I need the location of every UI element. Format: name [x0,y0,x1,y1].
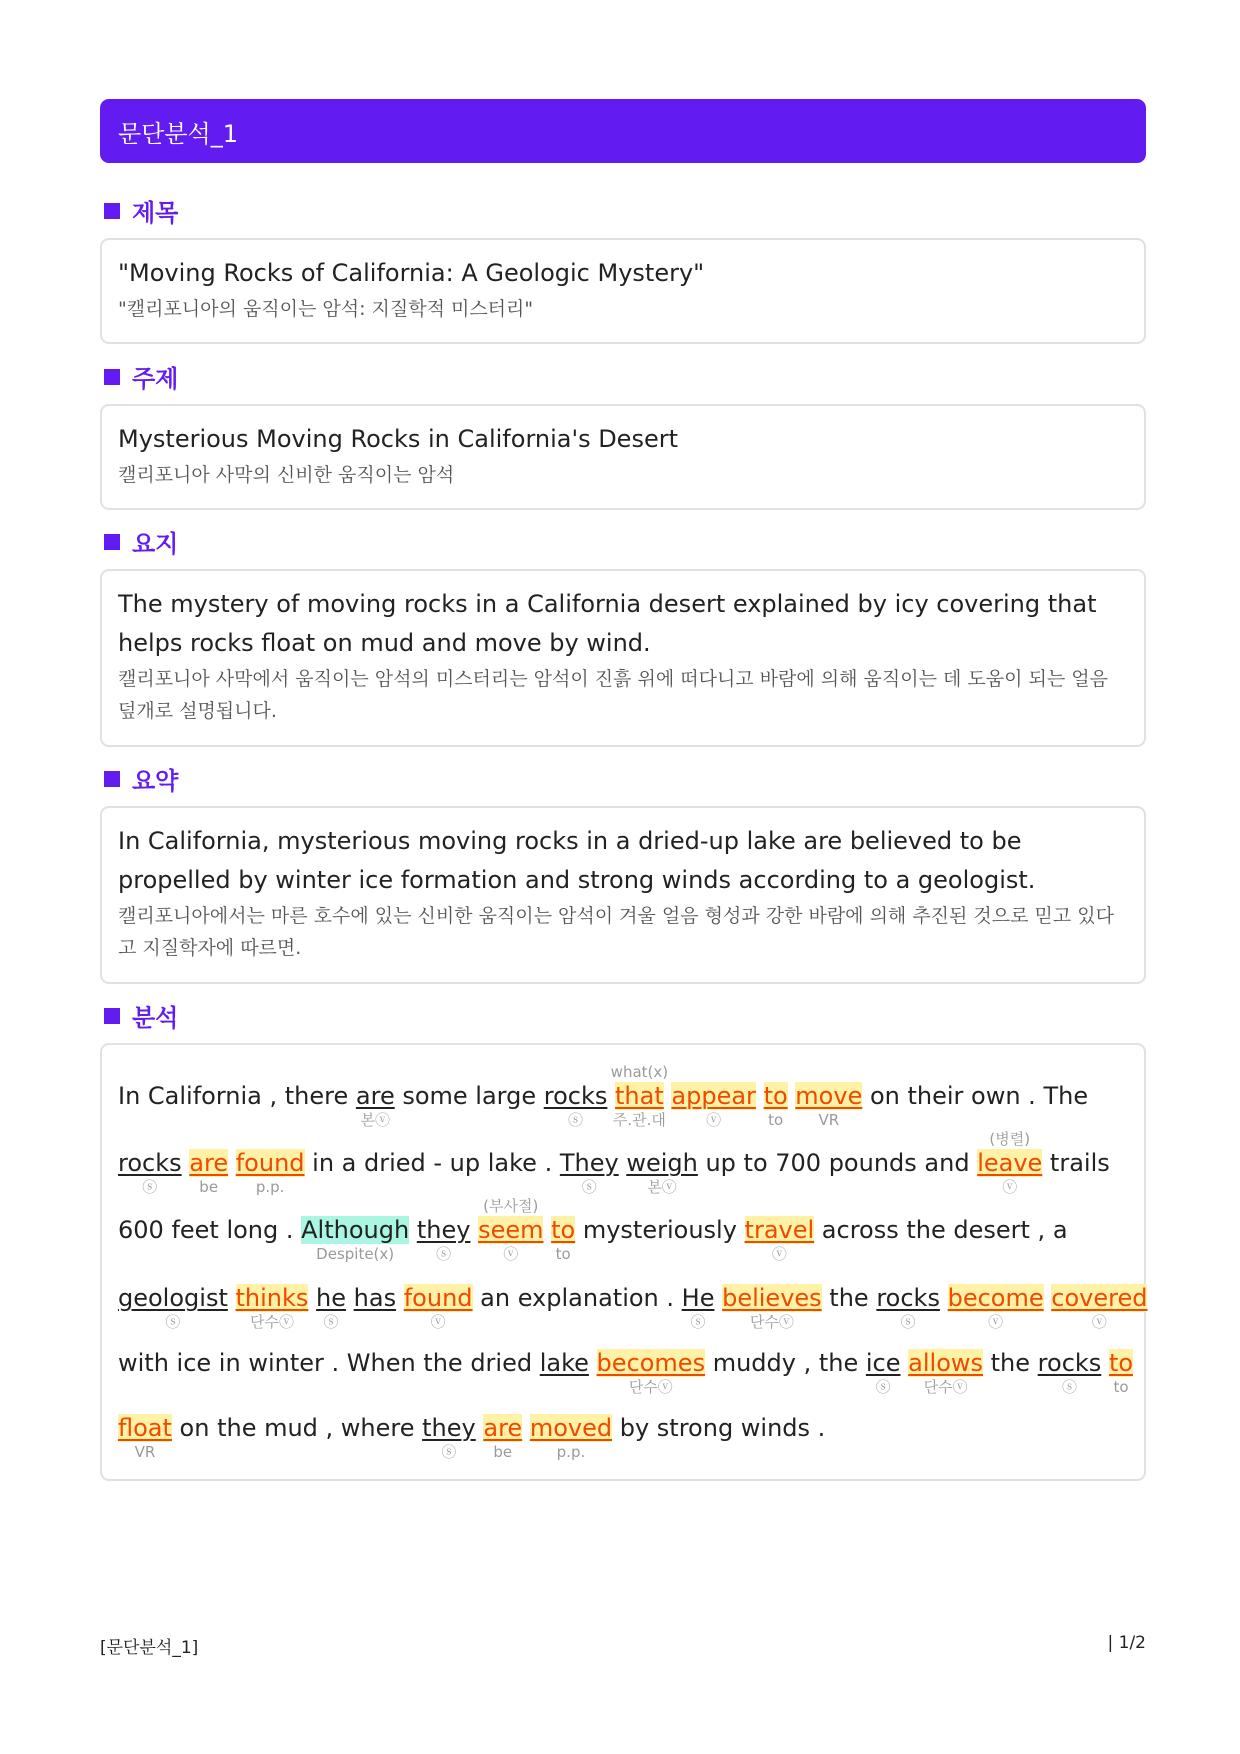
grammar-tag: ⓢ [568,1111,584,1129]
analysis-text [1101,1349,1109,1377]
grammar-tag: 단수ⓥ [628,1378,673,1396]
token-word: move [795,1082,863,1110]
grammar-tag: ⓢ [436,1245,452,1263]
grammar-tag: ⓢ [1061,1378,1077,1396]
analysis-text: on their own . The [862,1082,1089,1110]
analysis-text: muddy , the [705,1349,866,1377]
subject-token [118,1148,182,1196]
verb-token [403,1283,473,1331]
analysis-text [788,1082,796,1110]
topic-english: Mysterious Moving Rocks in California's Desert [118,425,678,453]
footer-doc-label: [문단분석_1] [100,1638,199,1658]
section-label-text: 요지 [132,530,179,558]
token-word: Although [301,1216,410,1244]
grammar-note: what(x) [610,1063,669,1081]
section-label-text: 분석 [132,1004,179,1032]
analysis-card [100,1043,1146,1481]
square-bullet-icon [104,369,120,385]
summary-korean: 캘리포니아에서는 마른 호수에 있는 신비한 움직이는 암석이 겨울 얼음 형성과 강한 바람에 의해 추진된 것으로 믿고 있다고 지질학자에 따르면. [118,905,1114,959]
analysis-text: across the desert , a [814,1216,1068,1244]
analysis-text: in a dried - up lake . [304,1149,560,1177]
summary-english: In California, mysterious moving rocks in a dried-up lake are believed to be propelled by winter ice formation and strong winds according to a geologist. [118,827,1036,894]
token-word: float [118,1414,172,1442]
subject-token [681,1283,715,1331]
analysis-text [409,1216,417,1244]
analysis-text [476,1414,484,1442]
token-word: found [235,1149,305,1177]
grammar-tag: to [768,1111,784,1129]
footer-page-number: | 1/2 [1107,1633,1146,1653]
verb-token [478,1197,544,1263]
grammar-tag: ⓥ [771,1245,787,1263]
token-word: are [189,1149,229,1177]
section-label-text: 제목 [132,199,179,227]
verb-token [551,1215,576,1263]
analysis-text [522,1414,530,1442]
verb-token [235,1148,305,1196]
verb-token [1108,1348,1134,1396]
verb-token [189,1148,229,1196]
analysis-line [118,1130,1110,1196]
page-title: 문단분석_1 [118,119,239,148]
analysis-line [118,1413,826,1461]
grammar-tag: to [555,1245,571,1263]
token-word: are [355,1082,395,1110]
grammar-tag: ⓥ [503,1245,519,1263]
token-word: to [1108,1349,1134,1377]
square-bullet-icon [104,1008,120,1024]
token-word: found [403,1284,473,1312]
topic-card [100,404,1146,510]
analysis-text: an explanation . [472,1284,682,1312]
grammar-tag: 주.관.대 [612,1111,666,1129]
analysis-text [619,1149,627,1177]
square-bullet-icon [104,534,120,550]
analysis-line [118,1348,1134,1396]
grammar-tag: ⓥ [988,1313,1004,1331]
token-word: believes [722,1284,822,1312]
gist-english: The mystery of moving rocks in a California desert explained by icy covering that helps rocks float on mud and move by wind. [118,590,1097,657]
verb-token [671,1081,756,1129]
token-word: allows [908,1349,984,1377]
verb-token [610,1063,669,1129]
token-word: has [353,1284,397,1312]
subject-token [355,1081,395,1129]
token-word: appear [671,1082,756,1110]
token-word: rocks [1037,1349,1102,1377]
grammar-tag: to [1113,1378,1129,1396]
subject-token [1037,1348,1102,1396]
analysis-text: with ice in winter . When the dried [118,1349,540,1377]
grammar-tag: ⓢ [690,1313,706,1331]
gist-korean: 캘리포니아 사막에서 움직이는 암석의 미스터리는 암석이 진흙 위에 떠다니고 바람에 의해 움직이는 데 도움이 되는 얼음 덮개로 설명됩니다. [118,668,1108,722]
verb-token [596,1348,706,1396]
token-word: they [422,1414,476,1442]
analysis-text: some large [394,1082,544,1110]
token-word: becomes [596,1349,706,1377]
square-bullet-icon [104,203,120,219]
token-word: become [947,1284,1044,1312]
verb-token [722,1283,822,1331]
analysis-text [470,1216,478,1244]
verb-token [977,1130,1043,1196]
analysis-line [118,1197,1068,1263]
grammar-tag: ⓢ [581,1178,597,1196]
analysis-text [589,1349,597,1377]
grammar-tag: 단수ⓥ [249,1313,294,1331]
subject-token [118,1283,228,1331]
grammar-tag: VR [134,1443,156,1461]
verb-token [235,1283,309,1331]
analysis-text [756,1082,764,1110]
grammar-tag: ⓢ [142,1178,158,1196]
grammar-tag: 본ⓥ [647,1178,677,1196]
grammar-tag: ⓢ [441,1443,457,1461]
token-word: ice [865,1349,901,1377]
subject-token [626,1148,698,1196]
token-word: travel [744,1216,815,1244]
token-word: leave [977,1149,1043,1177]
token-word: to [551,1216,576,1244]
token-word: rocks [543,1082,608,1110]
token-word: weigh [626,1149,698,1177]
grammar-tag: ⓥ [706,1111,722,1129]
token-word: He [681,1284,715,1312]
section-label-topic [104,359,178,394]
token-word: he [316,1284,347,1312]
grammar-tag: be [493,1443,513,1461]
analysis-text [664,1082,672,1110]
subject-token [422,1413,476,1461]
verb-token [795,1081,863,1129]
section-label-title [104,193,178,228]
verb-token [763,1081,788,1129]
analysis-text [940,1284,948,1312]
analysis-text: In California , there [118,1082,356,1110]
token-word: thinks [235,1284,309,1312]
subject-token [559,1148,619,1196]
token-word: that [615,1082,664,1110]
grammar-tag: ⓢ [165,1313,181,1331]
title-card [100,238,1146,344]
grammar-tag: 단수ⓥ [749,1313,794,1331]
grammar-tag: ⓥ [430,1313,446,1331]
verb-token [529,1413,613,1461]
grammar-tag: be [199,1178,219,1196]
verb-token [1051,1283,1148,1331]
analysis-text: the [983,1349,1038,1377]
analysis-text: up to 700 pounds and [697,1149,978,1177]
title-korean: "캘리포니아의 움직이는 암석: 지질학적 미스터리" [118,298,534,320]
analysis-text [182,1149,190,1177]
section-label-analysis [104,998,178,1033]
token-word: to [763,1082,788,1110]
token-word: rocks [876,1284,940,1312]
verb-token [908,1348,984,1396]
subject-token [316,1283,347,1331]
analysis-line [118,1283,1148,1331]
grammar-tag: VR [818,1111,840,1129]
grammar-note: (병렬) [989,1130,1031,1148]
grammar-tag: 본ⓥ [360,1111,391,1129]
analysis-line [118,1063,1089,1129]
topic-korean: 캘리포니아 사막의 신비한 움직이는 암석 [118,464,455,486]
grammar-tag: ⓥ [1002,1178,1018,1196]
grammar-tag: p.p. [556,1443,586,1461]
token-word: geologist [118,1284,228,1312]
conjunction-token [301,1215,410,1263]
subject-token [416,1215,471,1263]
section-label-summary [104,761,178,796]
analysis-text [1044,1284,1052,1312]
analysis-text [901,1349,909,1377]
grammar-tag: ⓢ [875,1378,891,1396]
token-word: they [416,1216,471,1244]
token-word: moved [529,1414,613,1442]
verb-token [118,1413,172,1461]
analysis-text: by strong winds . [612,1414,826,1442]
section-label-text: 요약 [132,767,179,795]
analysis-text [308,1284,316,1312]
analysis-text [228,1284,236,1312]
analysis-text [396,1284,404,1312]
grammar-tag: 단수ⓥ [923,1378,968,1396]
section-label-text: 주제 [132,365,179,393]
grammar-tag: ⓢ [900,1313,916,1331]
gist-card [100,569,1146,747]
analysis-text: 600 feet long . [118,1216,302,1244]
subject-token [865,1348,901,1396]
analysis-text [228,1149,236,1177]
verb-token [947,1283,1044,1331]
page-header [100,99,1146,163]
subject-token [354,1283,396,1313]
analysis-text: mysteriously [575,1216,745,1244]
token-word: They [559,1149,619,1177]
summary-card [100,806,1146,984]
analysis-text [714,1284,722,1312]
token-word: lake [539,1349,589,1377]
section-label-gist [104,524,178,559]
grammar-tag: Despite(x) [316,1245,395,1263]
analysis-text [607,1082,615,1110]
grammar-tag: ⓢ [323,1313,339,1331]
grammar-tag: ⓥ [1091,1313,1107,1331]
subject-token [540,1348,589,1378]
analysis-text: trails [1042,1149,1110,1177]
verb-token [483,1413,523,1461]
grammar-tag: p.p. [255,1178,285,1196]
grammar-note: (부사절) [483,1197,539,1215]
analysis-text [543,1216,551,1244]
square-bullet-icon [104,771,120,787]
verb-token [744,1215,815,1263]
token-word: rocks [118,1149,182,1177]
analysis-text: on the mud , where [171,1414,423,1442]
token-word: covered [1051,1284,1148,1312]
analysis-text: the [821,1284,877,1312]
token-word: are [483,1414,523,1442]
subject-token [876,1283,940,1331]
token-word: seem [478,1216,544,1244]
subject-token [543,1081,608,1129]
title-english: "Moving Rocks of California: A Geologic Mystery" [118,259,705,287]
analysis-text [346,1284,354,1312]
